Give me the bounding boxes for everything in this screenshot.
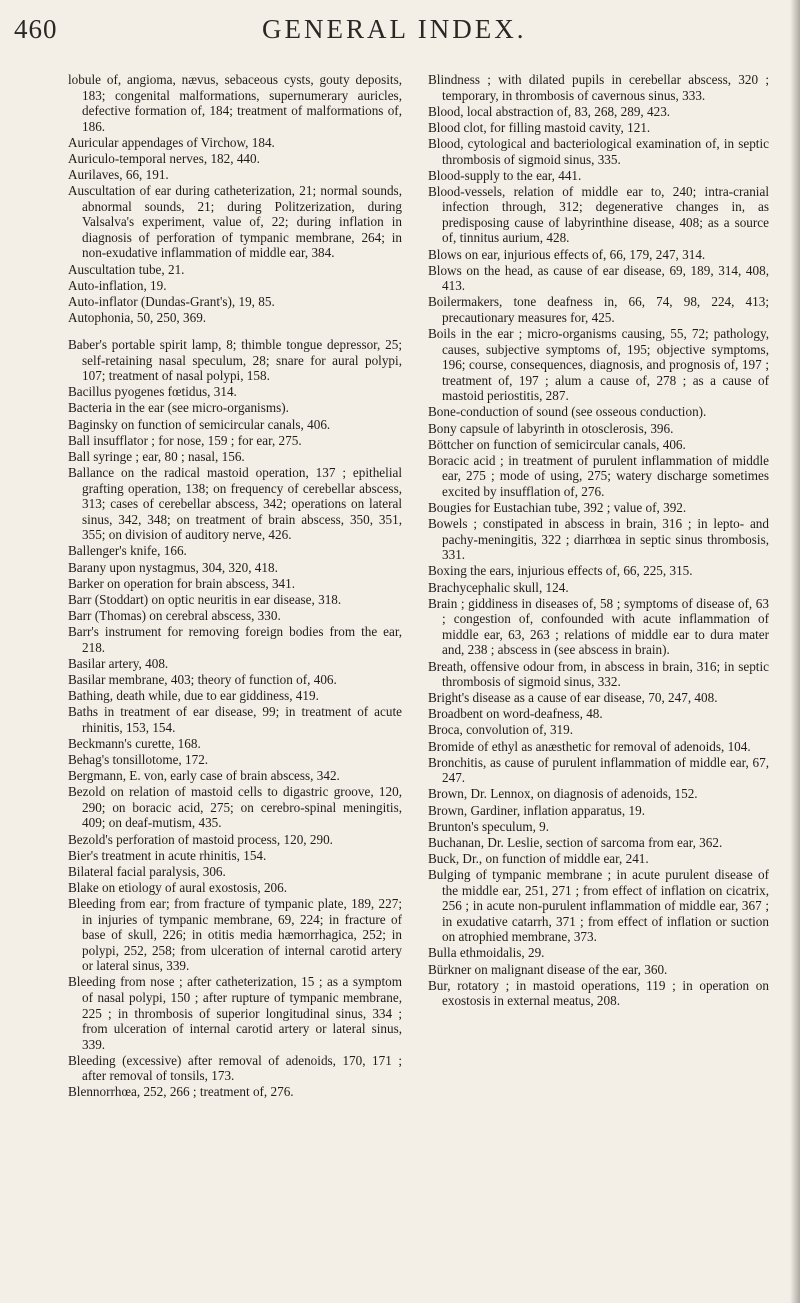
index-entry: Brown, Gardiner, inflation apparatus, 19. [428,802,646,818]
index-entry: Brain ; giddiness in diseases of, 58 ; symptoms of disease of, 63 ; congestion of, confounded with acute inflammation of middle ear, 63, 263 ; relations of middle ear to dura mater and, 238 ; abscess in (see abscess in brain). [428,595,769,658]
index-entry: Buchanan, Dr. Leslie, section of sarcoma from ear, 362. [428,834,723,850]
page-header [0,14,800,54]
index-entry: Blindness ; with dilated pupils in cerebellar abscess, 320 ; temporary, in thrombosis of cavernous sinus, 333. [428,72,769,103]
letter-gap [68,326,402,337]
index-entry: Basilar membrane, 403; theory of function of, 406. [68,671,337,687]
index-entry: Bacteria in the ear (see micro-organisms). [68,400,289,416]
index-entry: Baths in treatment of ear disease, 99; in treatment of acute rhinitis, 153, 154. [68,704,402,735]
index-column-right [428,72,769,1009]
index-entry: Bilateral facial paralysis, 306. [68,863,226,879]
index-entry: Boracic acid ; in treatment of purulent inflammation of middle ear, 275 ; mode of using, 275; watery discharge sometimes excited by insufflation of, 276. [428,452,769,499]
index-entry: Broadbent on word-deafness, 48. [428,706,603,722]
index-entry: Blows on the head, as cause of ear disease, 69, 189, 314, 408, 413. [428,262,769,294]
index-entry: Auscultation tube, 21. [68,261,185,277]
index-entry: Bronchitis, as cause of purulent inflammation of middle ear, 67, 247. [428,754,769,786]
index-entry: Bony capsule of labyrinth in otosclerosis, 396. [428,420,674,436]
index-entry: Aurilaves, 66, 191. [68,167,169,183]
index-entry: Brown, Dr. Lennox, on diagnosis of adenoids, 152. [428,786,698,802]
index-entry: Buck, Dr., on function of middle ear, 241. [428,851,649,867]
index-entry: Auto-inflation, 19. [68,277,167,293]
index-entry: Blows on ear, injurious effects of, 66, 179, 247, 314. [428,246,706,262]
index-entry: Blood clot, for filling mastoid cavity, 121. [428,119,651,135]
index-entry: Blennorrhœa, 252, 266 ; treatment of, 276. [68,1084,294,1100]
index-entry: Bathing, death while, due to ear giddiness, 419. [68,688,319,704]
index-entry: Auriculo-temporal nerves, 182, 440. [68,150,260,166]
index-entry: Bulging of tympanic membrane ; in acute purulent disease of the middle ear, 251, 271 ; from effect of inflation on cicatrix, 256 ; in acute non-purulent inflammation of middle ear, 367 ; in exudative catarrh, 371 ; from effect of inflation or suction on atrophied membrane, 373. [428,867,769,945]
index-entry: Beckmann's curette, 168. [68,735,201,751]
index-entry: Ball syringe ; ear, 80 ; nasal, 156. [68,448,245,464]
index-entry: Brunton's speculum, 9. [428,818,550,834]
index-entry: Baginsky on function of semicircular canals, 406. [68,416,331,432]
index-entry: Bowels ; constipated in abscess in brain, 316 ; in lepto- and pachy-meningitis, 322 ; diarrhœa in septic sinus thrombosis, 331. [428,516,769,563]
index-entry: Bright's disease as a cause of ear disease, 70, 247, 408. [428,690,718,706]
index-entry: Blood-supply to the ear, 441. [428,167,582,183]
index-entry: Bleeding from ear; from fracture of tympanic plate, 189, 227; in injuries of tympanic membrane, 69, 224; in fracture of base of skull, 226; in otitis media hæmorrhagica, 252; in polypi, 252, 258; from ulceration of internal carotid artery or lateral sinus, 339. [68,896,402,974]
page-edge-shadow [790,0,800,1303]
index-entry: Ballenger's knife, 166. [68,543,187,559]
index-entry: Auricular appendages of Virchow, 184. [68,134,275,150]
index-entry: Blood-vessels, relation of middle ear to, 240; intra-cranial infection through, 312; degenerative changes in, as predisposing cause of labyrinthine disease, 408; as a source of, tinnitus aurium, 428. [428,183,769,246]
index-entry: Bürkner on malignant disease of the ear, 360. [428,961,668,977]
index-entry: Bezold on relation of mastoid cells to digastric groove, 120, 290; on boracic acid, 275; on cerebro-spinal meningitis, 409; on deaf-mutism, 435. [68,784,402,831]
index-entry: Böttcher on function of semicircular canals, 406. [428,436,686,452]
index-entry: Barker on operation for brain abscess, 341. [68,575,296,591]
index-entry: Blood, cytological and bacteriological examination of, in septic thrombosis of sigmoid sinus, 335. [428,135,769,167]
index-entry: Bur, rotatory ; in mastoid operations, 119 ; in operation on exostosis in external meatus, 208. [428,977,769,1009]
index-entry: Baber's portable spirit lamp, 8; thimble tongue depressor, 25; self-retaining nasal speculum, 28; snare for aural polypi, 107; treatment of nasal polypi, 158. [68,337,402,384]
index-entry: Bleeding from nose ; after catheterization, 15 ; as a symptom of nasal polypi, 150 ; after rupture of tympanic membrane, 225 ; in thrombosis of superior longitudinal sinus, 334 ; from ulceration of internal carotid artery or lateral sinus, 339. [68,974,402,1052]
index-entry: Blake on etiology of aural exostosis, 206. [68,879,288,895]
index-entry: Barr's instrument for removing foreign bodies from the ear, 218. [68,624,402,655]
index-entry: Bleeding (excessive) after removal of adenoids, 170, 171 ; after removal of tonsils, 173. [68,1052,402,1084]
index-entry: Barr (Stoddart) on optic neuritis in ear disease, 318. [68,591,342,607]
index-entry: Ballance on the radical mastoid operation, 137 ; epithelial grafting operation, 138; on frequency of cerebellar abscess, 313; cases of cerebellar abscess, 342; operations on lateral sinus, 342, 348; on treatment of brain abscess, 350, 351, 355; on division of auditory nerve, 426. [68,465,402,543]
index-entry: Blood, local abstraction of, 83, 268, 289, 423. [428,103,671,119]
running-head: GENERAL INDEX. [262,14,527,44]
index-entry: Bier's treatment in acute rhinitis, 154. [68,847,267,863]
index-entry: Boxing the ears, injurious effects of, 66, 225, 315. [428,563,693,579]
index-entry: Auscultation of ear during catheterization, 21; normal sounds, abnormal sounds, 21; during Politzerization, during Valsalva's experiment, value of, 22; during inflation in diagnosis of perforation of tympanic membrane, 264; in non-exudative inflammation of middle ear, 384. [68,183,402,261]
index-entry: Boilermakers, tone deafness in, 66, 74, 98, 224, 413; precautionary measures for, 425. [428,294,769,325]
index-column-left [68,72,402,1101]
index-entry: Auto-inflator (Dundas-Grant's), 19, 85. [68,293,275,309]
page-number: 460 [14,14,58,44]
index-entry: Broca, convolution of, 319. [428,722,574,738]
index-entry: Bacillus pyogenes fœtidus, 314. [68,384,237,400]
index-entry: Barany upon nystagmus, 304, 320, 418. [68,559,278,575]
index-entry: Bulla ethmoidalis, 29. [428,945,545,961]
index-entry: Brachycephalic skull, 124. [428,579,569,595]
index-entry: Breath, offensive odour from, in abscess in brain, 316; in septic thrombosis of sigmoid sinus, 332. [428,658,769,690]
index-entry: lobule of, angioma, nævus, sebaceous cysts, gouty deposits, 183; congenital malformations, supernumerary auricles, defective formation of, 184; treatment of malformations of, 186. [68,72,402,134]
index-entry: Bergmann, E. von, early case of brain abscess, 342. [68,768,340,784]
index-entry: Boils in the ear ; micro-organisms causing, 55, 72; pathology, causes, subjective symptoms of, 195; objective symptoms, 196; course, consequences, diagnosis, and prognosis of, 197 ; treatment of, 197 ; alum a cause of, 278 ; as a cause of mastoid periostitis, 287. [428,326,769,404]
index-entry: Bezold's perforation of mastoid process, 120, 290. [68,831,333,847]
index-entry: Bromide of ethyl as anæsthetic for removal of adenoids, 104. [428,738,751,754]
index-entry: Ball insufflator ; for nose, 159 ; for ear, 275. [68,432,302,448]
index-entry: Bougies for Eustachian tube, 392 ; value of, 392. [428,500,687,516]
index-entry: Autophonia, 50, 250, 369. [68,309,207,325]
index-entry: Barr (Thomas) on cerebral abscess, 330. [68,607,281,623]
index-entry: Bone-conduction of sound (see osseous conduction). [428,404,707,420]
index-entry: Basilar artery, 408. [68,655,169,671]
index-entry: Behag's tonsillotome, 172. [68,752,209,767]
